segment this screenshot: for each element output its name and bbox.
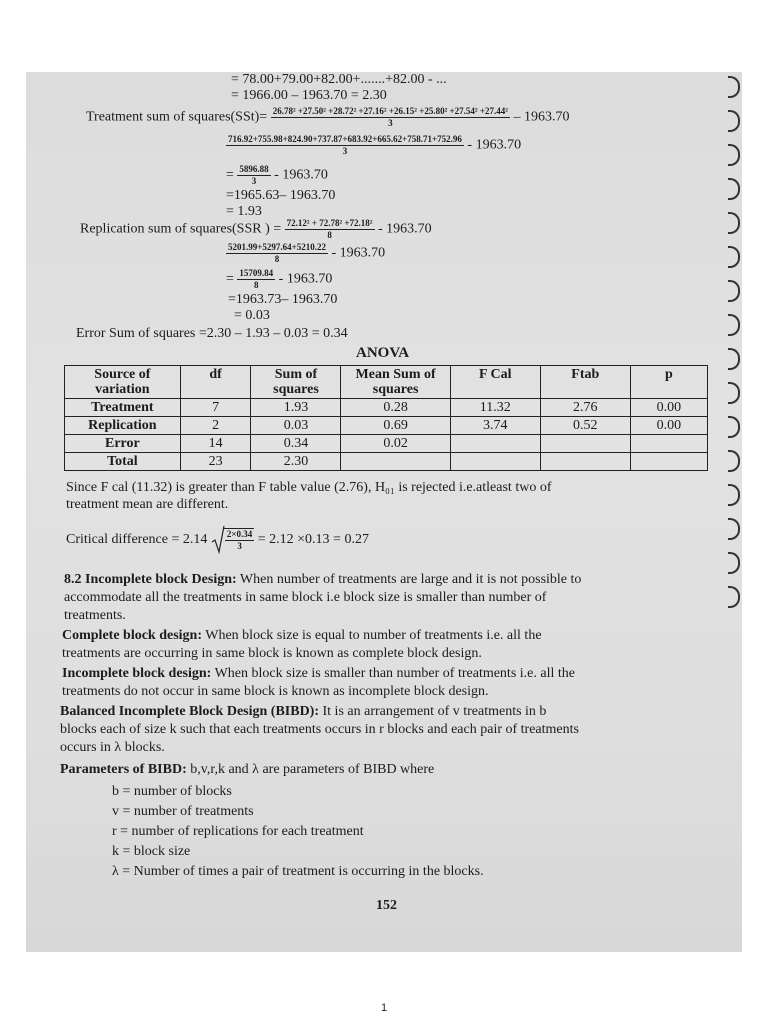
sst-fraction [271,106,510,129]
header-ftab: Ftab [540,366,630,399]
cell: 0.02 [341,435,450,453]
ssr-line-5: = 0.03 [234,308,270,323]
radical-sign-icon [211,524,225,554]
list-item: λ = Number of times a pair of treatment is occurring in the blocks. [112,864,484,879]
header-fcal: F Cal [450,366,540,399]
cd-tail: = 2.12 ×0.13 = 0.27 [257,532,369,548]
cbd-line-2: treatments are occurring in same block is known as complete block design. [62,646,482,661]
list-item: r = number of replications for each treatment [112,824,364,839]
cell [630,453,707,471]
cell: 7 [180,399,251,417]
square-root [211,526,254,554]
cell: 0.34 [251,435,341,453]
table-row [65,435,708,453]
ibd-text-1: When number of treatments are large and it is not possible to [236,572,582,587]
sst-line-2 [226,134,521,157]
conclusion-line-2: treatment mean are different. [66,497,229,512]
sst-line-5: = 1.93 [226,204,262,219]
cbd-heading: Complete block design: [62,628,202,643]
incbd-heading: Incomplete block design: [62,666,212,681]
incbd-line-1 [62,666,575,682]
cell: 0.69 [341,417,450,435]
cell: 14 [180,435,251,453]
sst3-denominator: 3 [251,176,257,186]
table-row [65,417,708,435]
ibd-line-2: accommodate all the treatments in same block i.e block size is smaller than number of [64,590,547,605]
header-source: Source of variation [65,366,181,399]
page-number: 152 [376,898,397,913]
cell: 2.30 [251,453,341,471]
calc-line-2: = 1966.00 – 1963.70 = 2.30 [231,88,387,103]
cell [540,435,630,453]
ssr3-prefix: = [226,271,234,287]
list-item: b = number of blocks [112,784,232,799]
anova-title: ANOVA [356,345,410,361]
cell [630,435,707,453]
sst-label: Treatment sum of squares(SSt)= [86,109,268,125]
ssr3-fraction [237,268,275,291]
sst-line-4: =1965.63– 1963.70 [226,188,336,203]
cell [540,453,630,471]
anova-table [64,365,708,471]
ssr2-tail: - 1963.70 [331,245,386,261]
bibd-heading: Balanced Incomplete Block Design (BIBD): [60,704,319,719]
list-item: k = block size [112,844,191,859]
bibd-line-3: occurs in λ blocks. [60,740,165,755]
ibd-line-1 [64,572,581,588]
ssr-numerator: 72.12² + 72.78² +72.18² [286,218,373,228]
sst-line [86,106,569,129]
header-p: p [630,366,707,399]
sst2-numerator: 716.92+755.98+824.90+737.87+683.92+665.62+758.71+752.96 [228,134,462,144]
sst3-tail: - 1963.70 [274,167,328,183]
cell: Total [65,453,181,471]
ssr3-denominator: 8 [254,280,259,290]
conclusion-line-1: Since F cal (11.32) is greater than F table value (2.76), H₀₁ is rejected i.e.atleast two of [66,480,552,495]
bibd-line-1 [60,704,546,720]
incbd-text-1: When block size is smaller than number of treatments i.e. all the [211,666,575,681]
cell [450,453,540,471]
critical-difference-line [66,526,369,554]
ssr-line [80,218,432,241]
ssr-fraction [285,218,375,241]
ssr-label: Replication sum of squares(SSR ) = [80,221,282,237]
cell: 1.93 [251,399,341,417]
cell: Replication [65,417,181,435]
ssr2-fraction [226,242,328,265]
ssr-line-3 [226,268,332,291]
cell: Error [65,435,181,453]
ssr-line-2 [226,242,385,265]
cbd-line-1 [62,628,542,644]
cd-prefix: Critical difference = 2.14 [66,532,208,548]
cell: 0.00 [630,417,707,435]
page-content [26,72,742,952]
sst2-fraction [226,134,464,157]
bibd-text-1: It is an arrangement of v treatments in b [319,704,547,719]
ssr-denominator: 8 [327,230,332,240]
list-item: v = number of treatments [112,804,254,819]
cell [341,453,450,471]
cell: 2 [180,417,251,435]
params-line [60,762,434,778]
sst-denominator: 3 [388,118,393,128]
cell: Treatment [65,399,181,417]
cell: 0.52 [540,417,630,435]
sst3-prefix: = [226,167,234,183]
cd-denominator: 3 [237,540,242,551]
cell [450,435,540,453]
sst-numerator: 26.78² +27.50² +28.72² +27.16² +26.15² +25.80² +27.54² +27.44² [272,106,508,116]
params-heading: Parameters of BIBD: [60,762,187,777]
table-row [65,453,708,471]
sst3-fraction [237,164,270,187]
params-text: b,v,r,k and λ are parameters of BIBD where [186,762,435,777]
header-df: df [180,366,251,399]
photographed-page [26,72,742,952]
table-row [65,399,708,417]
calc-line-1: = 78.00+79.00+82.00+.......+82.00 - ... [231,72,447,87]
bibd-line-2: blocks each of size k such that each treatments occurs in r blocks and each pair of treatments [60,722,579,737]
ibd-line-3: treatments. [64,608,126,623]
header-ss: Sum of squares [251,366,341,399]
ssr-line-4: =1963.73– 1963.70 [228,292,338,307]
cell: 0.28 [341,399,450,417]
error-ss-line: Error Sum of squares =2.30 – 1.93 – 0.03 = 0.34 [76,326,348,341]
ssr2-denominator: 8 [274,254,280,264]
ssr2-numerator: 5201.99+5297.64+5210.22 [228,242,327,252]
incbd-line-2: treatments do not occur in same block is known as incomplete block design. [62,684,489,699]
cell: 3.74 [450,417,540,435]
cell: 11.32 [450,399,540,417]
ssr3-numerator: 15709.84 [239,268,274,278]
sst-line-3 [226,164,328,187]
cd-fraction [223,528,254,552]
sst2-denominator: 3 [342,146,348,156]
cd-numerator: 2×0.34 [226,528,253,539]
ibd-heading: 8.2 Incomplete block Design: [64,572,237,587]
cell: 0.00 [630,399,707,417]
document-page-number: 1 [380,1002,388,1014]
sst3-numerator: 5896.88 [239,164,269,174]
cell: 23 [180,453,251,471]
sst2-tail: - 1963.70 [467,137,522,153]
cell: 0.03 [251,417,341,435]
cbd-text-1: When block size is equal to number of treatments i.e. all the [202,628,542,643]
header-mss: Mean Sum of squares [341,366,450,399]
ssr-tail: - 1963.70 [378,221,432,237]
ssr3-tail: - 1963.70 [278,271,333,287]
sst-tail: – 1963.70 [513,109,570,125]
anova-header-row [65,366,708,399]
cell: 2.76 [540,399,630,417]
